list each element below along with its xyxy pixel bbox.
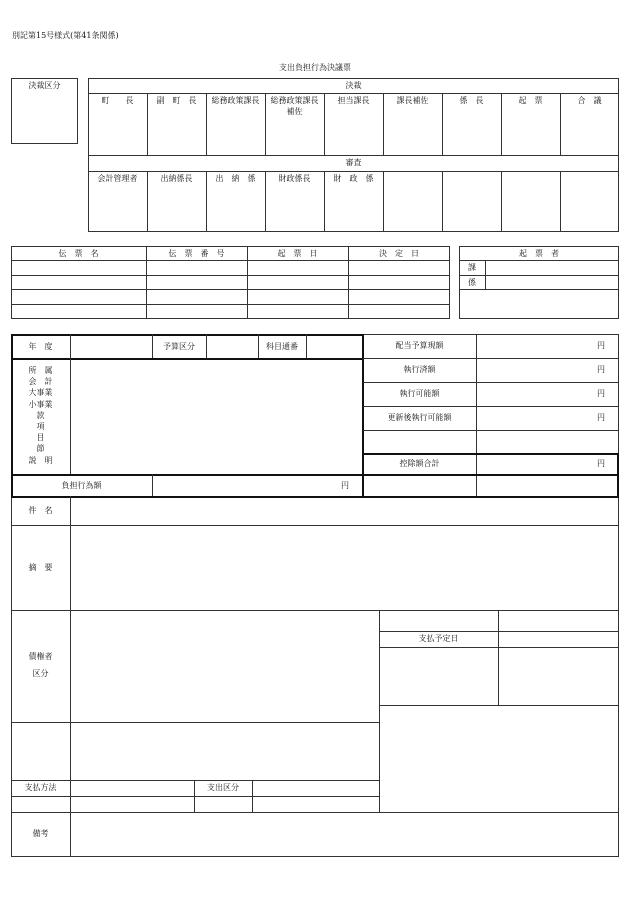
shinsa-title: 審査 [345, 158, 362, 167]
shinsa-col-1: 出納係長 [160, 174, 193, 183]
form-id: 別記第15号様式(第41条関係) [12, 31, 119, 40]
kessai-col-1: 副 町 長 [156, 96, 197, 105]
kihyosha-title: 起 票 者 [519, 249, 559, 258]
shiharai-hoho-label: 支払方法 [24, 783, 57, 792]
kihyosha-kakari: 係 [468, 278, 476, 287]
voucher-col-number: 伝 票 番 号 [168, 249, 225, 258]
kessai-col-7: 起 票 [518, 96, 543, 105]
budget-right-yen-1: 円 [597, 365, 605, 374]
classification-label-3: 小事業 [28, 399, 53, 409]
kessai-col-3-sub: 補佐 [286, 107, 303, 116]
kenmei-label: 件 名 [28, 506, 53, 515]
futan-label: 負担行為額 [61, 481, 102, 490]
budget-right-yen-5: 円 [597, 458, 605, 468]
shinsa-col-4: 財 政 係 [333, 174, 374, 183]
budget-right-yen-3: 円 [597, 413, 605, 422]
kessai-kubun-label: 決裁区分 [28, 81, 61, 90]
shiharai-yotei-label: 支払予定日 [418, 634, 459, 643]
budget-right-yen-2: 円 [597, 389, 605, 398]
classification-label-8: 説 明 [28, 455, 53, 465]
kessai-col-8: 合 議 [577, 96, 602, 105]
budget-right-yen-0: 円 [597, 341, 605, 350]
saikensha-label: 債権者 [28, 652, 53, 661]
kessai-col-6: 係 長 [459, 96, 484, 105]
budget-right-label-3: 更新後執行可能額 [387, 413, 452, 422]
shinsa-col-0: 会計管理者 [97, 174, 138, 183]
kessai-col-2: 総務政策課長 [211, 96, 260, 105]
voucher-col-name: 伝 票 名 [58, 249, 99, 258]
classification-label-7: 節 [36, 444, 45, 454]
classification-label-4: 款 [36, 410, 45, 420]
shinsa-col-3: 財政係長 [278, 174, 311, 183]
classification-label-6: 目 [36, 433, 45, 443]
voucher-col-kettei-date: 決 定 日 [379, 249, 419, 258]
nendo-label: 年 度 [28, 342, 53, 351]
kessai-title: 決裁 [345, 81, 362, 90]
kessai-col-0: 町 長 [101, 96, 134, 105]
budget-right-label-0: 配当予算現額 [395, 341, 444, 350]
classification-label-0: 所 属 [28, 366, 53, 375]
futan-yen: 円 [341, 481, 349, 490]
yosan-kubun-label: 予算区分 [163, 342, 195, 351]
kihyosha-ka: 課 [468, 263, 476, 272]
classification-label-1: 会 計 [28, 377, 53, 387]
voucher-col-kihyo-date: 起 票 日 [277, 249, 318, 258]
biko-label: 備考 [32, 829, 49, 838]
form-title: 支出負担行為決議票 [279, 63, 351, 72]
kamoku-tsuban-label: 科目通番 [266, 342, 298, 351]
kessai-col-5: 課長補佐 [396, 96, 429, 105]
budget-right-label-5: 控除額合計 [399, 458, 440, 468]
main-form [11, 334, 619, 857]
kessai-col-3: 総務政策課長 [270, 96, 319, 105]
classification-label-5: 項 [36, 422, 45, 431]
budget-right-label-2: 執行可能額 [399, 389, 440, 398]
saikensha-kubun-label: 区分 [32, 669, 49, 678]
shishutsu-kubun-label: 支出区分 [207, 783, 239, 792]
shinsa-col-2: 出 納 係 [215, 174, 256, 183]
kessai-col-4: 担当課長 [337, 96, 370, 105]
tekiyo-label: 摘 要 [28, 563, 53, 572]
budget-right-label-1: 執行済額 [403, 365, 436, 374]
classification-label-2: 大事業 [28, 388, 53, 398]
